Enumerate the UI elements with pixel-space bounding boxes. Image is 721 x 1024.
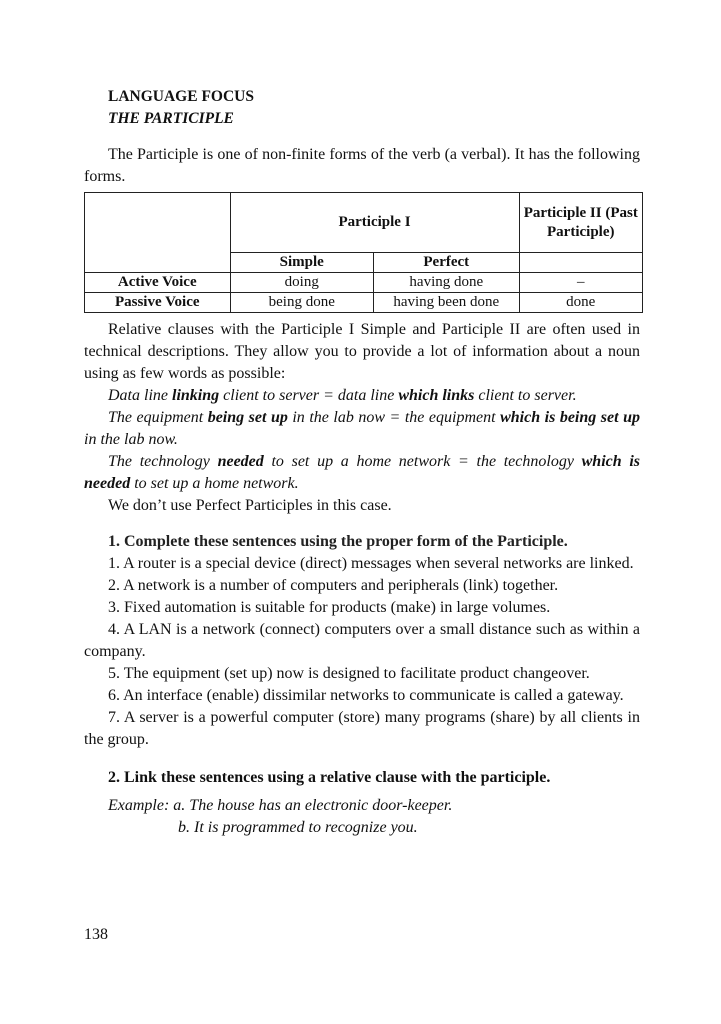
example-sentence: The equipment being set up in the lab now = the equipment which is being set up in the lab now. — [84, 409, 640, 448]
task-2-example-a: Example: a. The house has an electronic door-keeper. — [108, 797, 453, 814]
subheader-perfect: Perfect — [374, 253, 520, 273]
list-item: 7. A server is a powerful computer (store) many programs (share) by all clients in the group. — [84, 709, 640, 748]
cell-simple: being done — [230, 293, 374, 313]
example-sentence: Data line linking client to server = data line which links client to server. — [108, 387, 577, 404]
page-content — [84, 86, 640, 839]
list-item: 1. A router is a special device (direct) messages when several networks are linked. — [108, 555, 634, 572]
task-2-example-b: b. It is programmed to recognize you. — [178, 819, 418, 836]
relative-clause-paragraph: Relative clauses with the Participle I Simple and Participle II are often used in technical descriptions. They allow you to provide a lot of information about a noun using as few words as possible: — [84, 321, 640, 382]
cell-simple: doing — [230, 273, 374, 293]
cell-participle-2: – — [519, 273, 642, 293]
cell-participle-2: done — [519, 293, 642, 313]
subheader-simple: Simple — [230, 253, 374, 273]
table-corner-cell — [85, 193, 231, 273]
subheader-empty — [519, 253, 642, 273]
list-item: 2. A network is a number of computers and peripherals (link) together. — [108, 577, 559, 594]
participle-forms-table — [84, 192, 643, 313]
intro-paragraph: The Participle is one of non-finite forms of the verb (a verbal). It has the following forms. — [84, 146, 640, 185]
cell-perfect: having done — [374, 273, 520, 293]
page-number: 138 — [84, 926, 108, 943]
list-item: 6. An interface (enable) dissimilar networks to communicate is called a gateway. — [108, 687, 624, 704]
list-item: 5. The equipment (set up) now is designed to facilitate product changeover. — [108, 665, 590, 682]
header-participle-2: Participle II (Past Participle) — [519, 193, 642, 253]
list-item: 3. Fixed automation is suitable for products (make) in large volumes. — [108, 599, 551, 616]
example-sentence: The technology needed to set up a home network = the technology which is needed to set up a home network. — [84, 453, 640, 492]
topic-heading: THE PARTICIPLE — [108, 110, 234, 127]
list-item: 4. A LAN is a network (connect) computers over a small distance such as within a company. — [84, 621, 640, 660]
task-1-title: 1. Complete these sentences using the proper form of the Participle. — [108, 533, 568, 550]
row-label: Active Voice — [85, 273, 231, 293]
row-label: Passive Voice — [85, 293, 231, 313]
table-row — [85, 273, 643, 293]
cell-perfect: having been done — [374, 293, 520, 313]
task-2-title: 2. Link these sentences using a relative clause with the participle. — [108, 769, 551, 786]
header-participle-1: Participle I — [230, 193, 519, 253]
section-heading: LANGUAGE FOCUS — [108, 88, 254, 105]
perfect-note: We don’t use Perfect Participles in this case. — [108, 497, 392, 514]
table-row — [85, 293, 643, 313]
